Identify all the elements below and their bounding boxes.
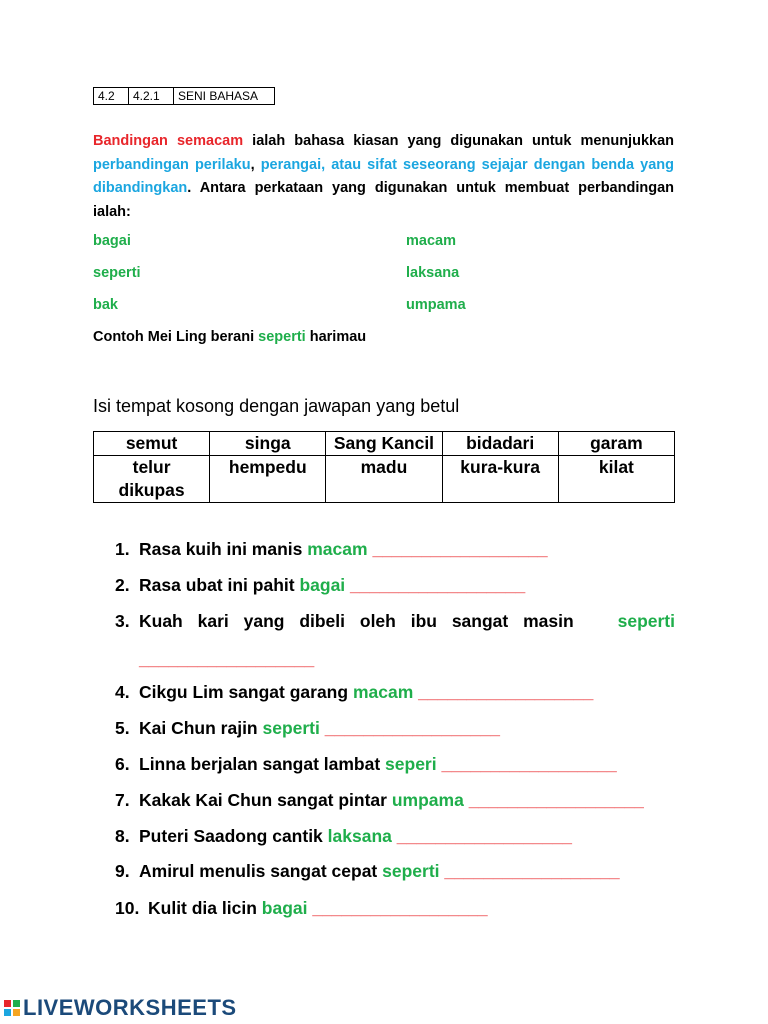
answer-choice: hempedu: [210, 456, 326, 503]
answer-choice: garam: [558, 432, 674, 456]
answer-blank[interactable]: __________________: [396, 826, 572, 846]
question-text: Kulit dia licin: [148, 898, 262, 918]
intro-term: Bandingan semacam: [93, 133, 244, 149]
answer-blank[interactable]: __________________: [441, 754, 617, 774]
question-keyword: seperti: [617, 611, 675, 631]
intro-text: . Antara perkataan yang digunakan untuk membuat perbandingan ialah:: [93, 180, 674, 220]
code-cell: 4.2.1: [129, 88, 174, 105]
intro-text: ,: [250, 156, 261, 173]
question-text: Cikgu Lim sangat garang: [139, 682, 353, 702]
example-sentence: [93, 329, 366, 345]
logo-square: [13, 1009, 20, 1016]
question-text-wrap: [139, 611, 675, 632]
logo-square: [4, 1009, 11, 1016]
intro-highlight: perbandingan perilaku: [93, 156, 251, 173]
logo-square: [4, 1000, 11, 1007]
logo-square: [13, 1000, 20, 1007]
liveworksheets-logo: [4, 995, 237, 1021]
question-item: [115, 861, 620, 882]
question-keyword: seperi: [385, 754, 437, 774]
comparison-word: umpama: [406, 297, 466, 313]
answer-blank[interactable]: __________________: [312, 898, 488, 918]
question-item: [115, 611, 675, 632]
answer-choice: madu: [326, 456, 442, 503]
code-cell-title: SENI BAHASA: [174, 88, 275, 105]
question-text: Kakak Kai Chun sangat pintar: [139, 790, 392, 810]
intro-highlight: perangai, atau sifat seseorang sejajar dengan benda yang dibandingkan: [93, 156, 674, 196]
logo-text: LIVEWORKSHEETS: [23, 995, 237, 1020]
answer-choice: kilat: [558, 456, 674, 503]
answer-blank[interactable]: __________________: [350, 575, 526, 595]
question-keyword: seperti: [382, 861, 440, 881]
question-number: 10.: [115, 898, 140, 918]
answer-blank[interactable]: __________________: [372, 539, 548, 559]
question-text: Kuah kari yang dibeli oleh ibu sangat masin: [139, 611, 574, 631]
question-keyword: bagai: [261, 898, 308, 918]
question-item: [115, 754, 617, 775]
instruction-heading: Isi tempat kosong dengan jawapan yang betul: [93, 396, 460, 416]
question-text: Puteri Saadong cantik: [139, 826, 328, 846]
question-number: 8.: [115, 826, 130, 846]
answer-choice: singa: [210, 432, 326, 456]
comparison-word: macam: [406, 233, 456, 249]
question-item: [115, 575, 525, 596]
answer-choice: telur dikupas: [94, 456, 210, 503]
answer-choice: bidadari: [442, 432, 558, 456]
question-item: [115, 826, 572, 847]
answer-choices-table: [93, 431, 675, 503]
code-cell: 4.2: [94, 88, 129, 105]
answer-blank[interactable]: __________________: [444, 861, 620, 881]
answer-blank[interactable]: __________________: [418, 682, 594, 702]
question-text: Rasa ubat ini pahit: [139, 575, 300, 595]
question-keyword: laksana: [327, 826, 392, 846]
question-item: [115, 539, 548, 560]
question-text: Linna berjalan sangat lambat: [139, 754, 386, 774]
question-text: Kai Chun rajin: [139, 718, 263, 738]
question-number: 7.: [115, 790, 130, 810]
question-keyword: seperti: [262, 718, 320, 738]
question-number: 3.: [115, 611, 130, 631]
question-number: 5.: [115, 718, 130, 738]
intro-text: ialah bahasa kiasan yang digunakan untuk menunjukkan: [243, 133, 674, 149]
question-item: [115, 718, 500, 739]
question-number: 1.: [115, 539, 130, 559]
question-text: Rasa kuih ini manis: [139, 539, 308, 559]
question-number: 9.: [115, 861, 130, 881]
answer-choice: kura-kura: [442, 456, 558, 503]
question-text: Amirul menulis sangat cepat: [139, 861, 383, 881]
comparison-word: laksana: [406, 265, 460, 281]
question-keyword: umpama: [391, 790, 464, 810]
question-item: [115, 682, 593, 703]
section-code-table: [93, 87, 275, 105]
question-item: [115, 790, 644, 811]
table-row: [94, 432, 675, 456]
intro-paragraph: [93, 130, 674, 224]
question-line-continuation: [139, 649, 314, 670]
answer-choice: Sang Kancil: [326, 432, 442, 456]
comparison-word: bak: [93, 297, 118, 313]
question-keyword: macam: [307, 539, 368, 559]
comparison-word: bagai: [93, 233, 131, 249]
question-item: [115, 898, 488, 919]
question-keyword: bagai: [299, 575, 346, 595]
question-number: 4.: [115, 682, 130, 702]
table-row: [94, 456, 675, 503]
logo-icon: [4, 1000, 20, 1016]
question-number: 6.: [115, 754, 130, 774]
example-text: harimau: [305, 329, 367, 345]
answer-blank[interactable]: __________________: [139, 649, 315, 669]
comparison-word: seperti: [93, 265, 141, 281]
answer-blank[interactable]: __________________: [324, 718, 500, 738]
answer-choice: semut: [94, 432, 210, 456]
example-word: seperti: [258, 329, 306, 345]
answer-blank[interactable]: __________________: [468, 790, 644, 810]
example-text: Contoh Mei Ling berani: [93, 329, 259, 345]
question-number: 2.: [115, 575, 130, 595]
question-keyword: macam: [352, 682, 414, 702]
